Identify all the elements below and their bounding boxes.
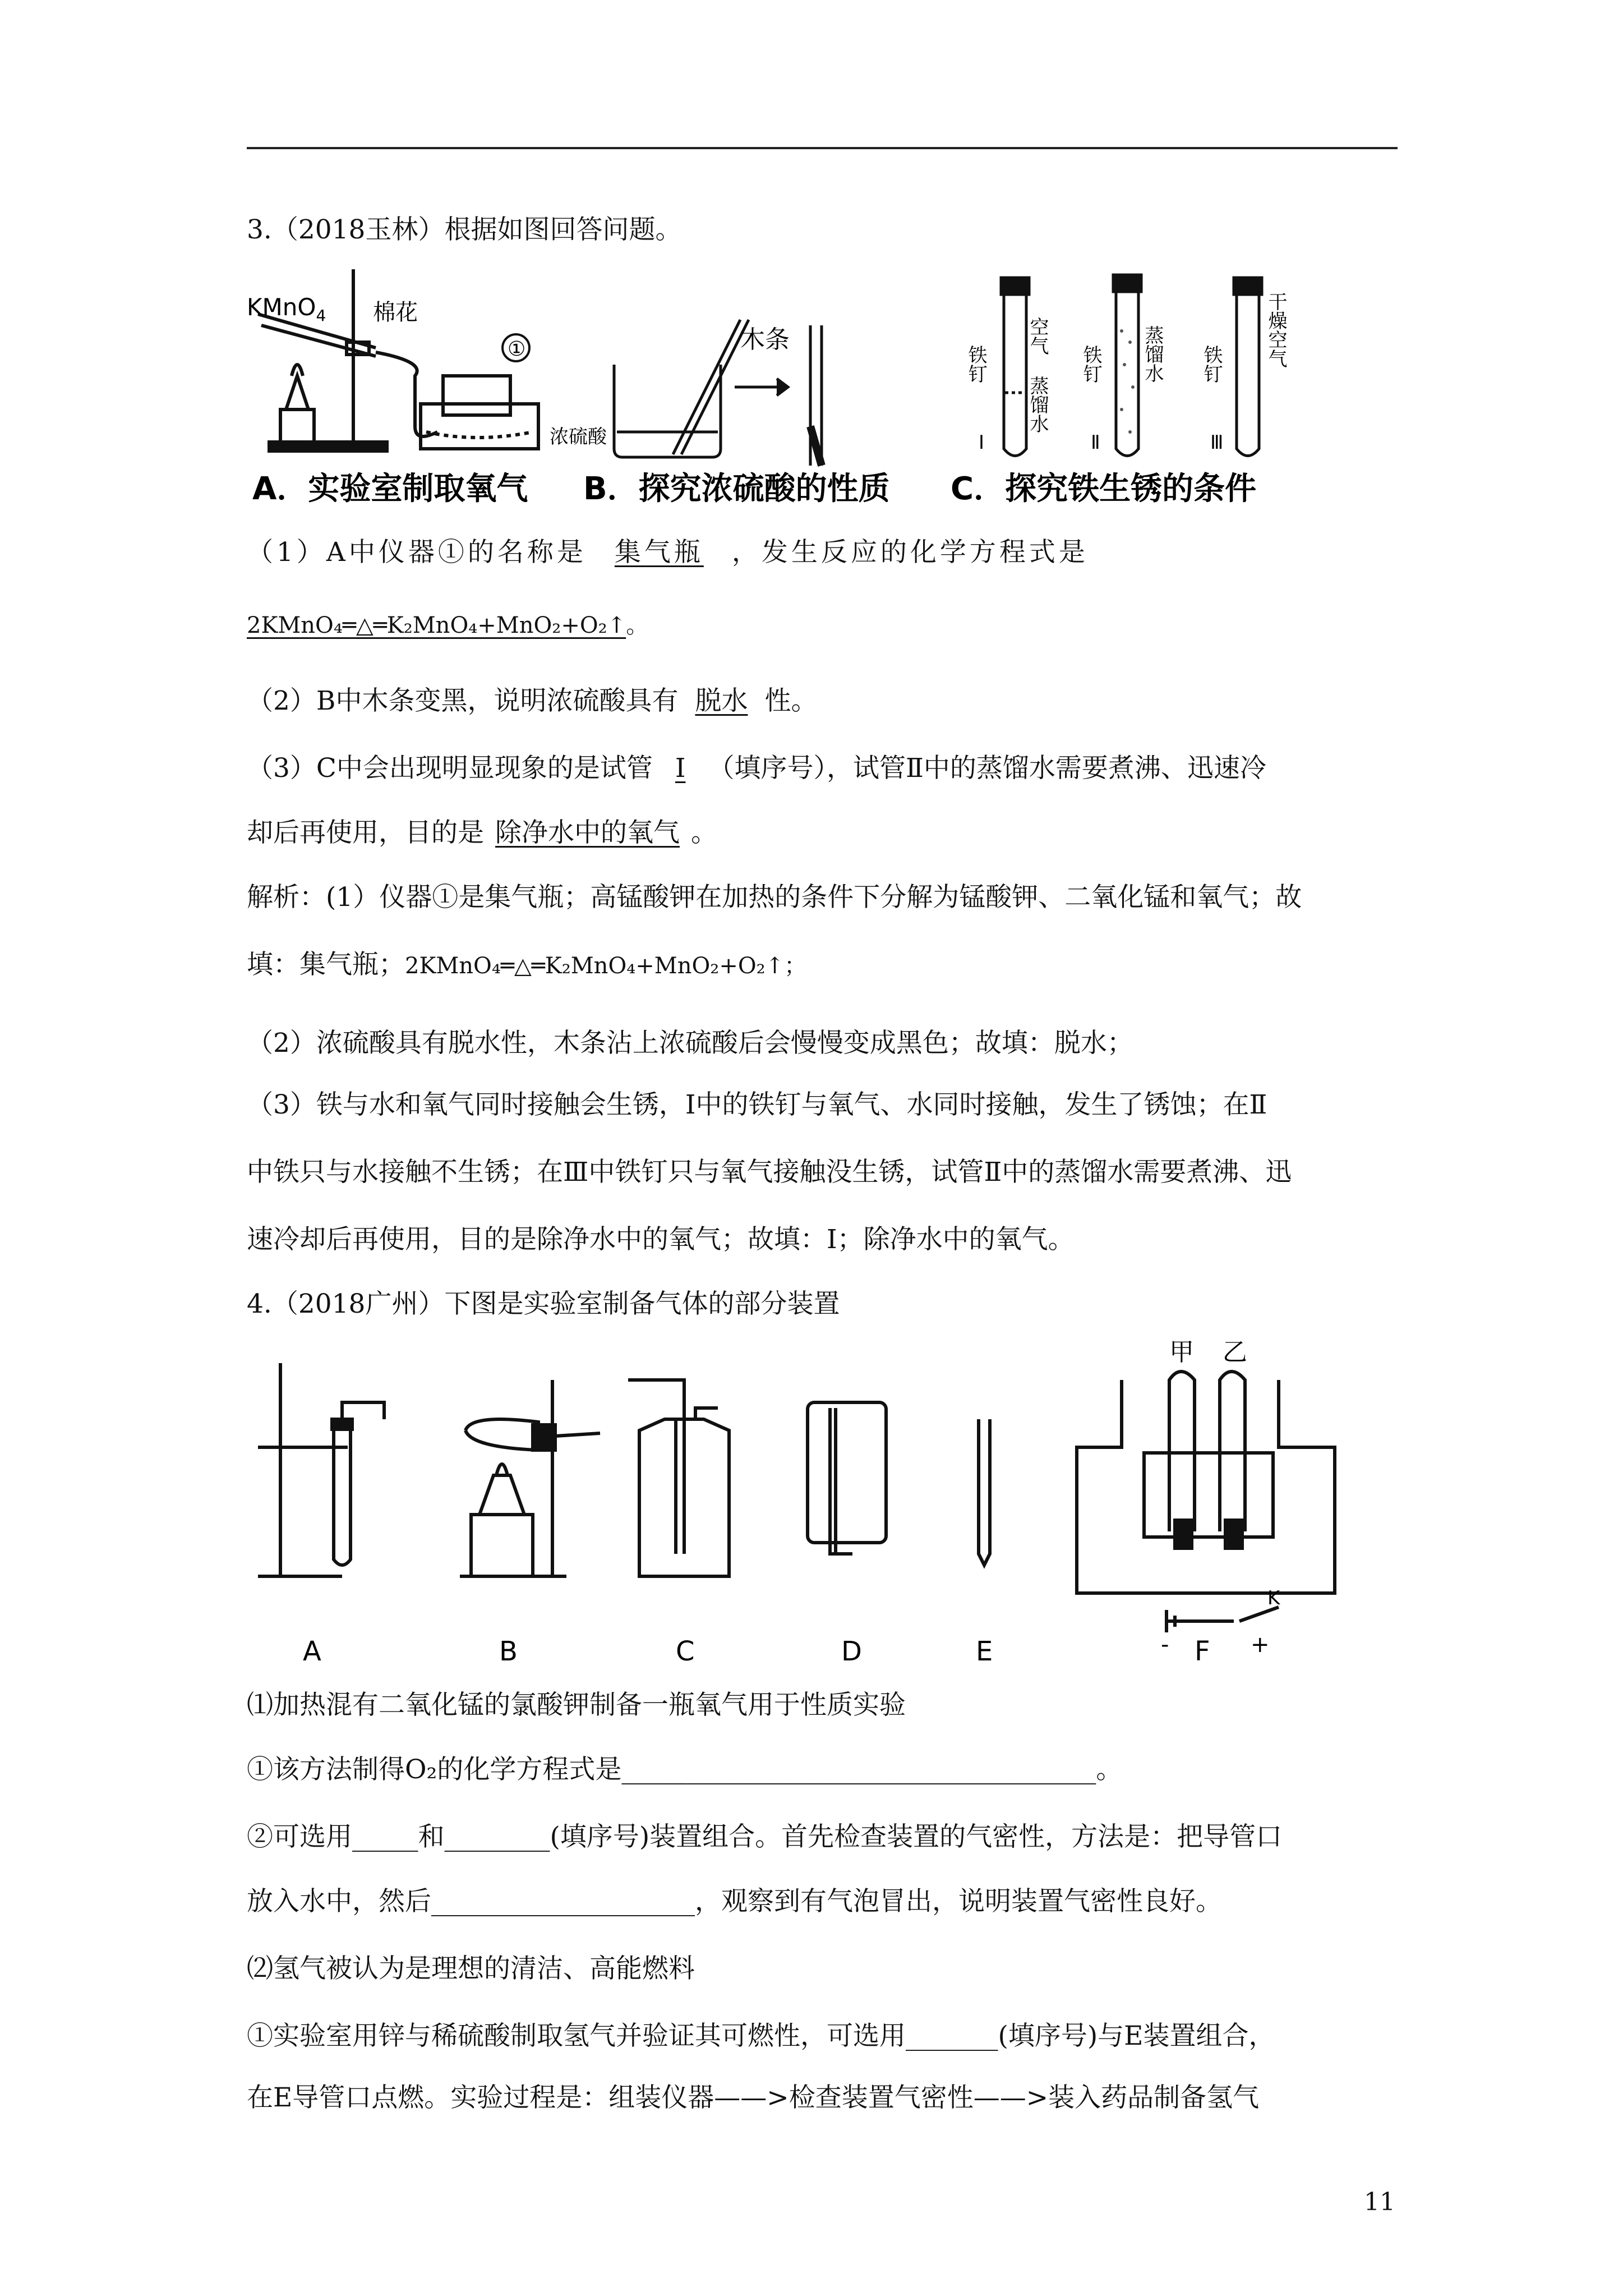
q3-eq1: 2KMnO₄═△═K₂MnO₄+MnO₂+O₂↑。 bbox=[247, 613, 649, 638]
svg-text:蒸馏水: 蒸馏水 bbox=[1141, 325, 1164, 383]
svg-text:Ⅰ: Ⅰ bbox=[979, 431, 985, 454]
apparatus-b-heat bbox=[460, 1380, 600, 1576]
svg-text:+: + bbox=[1251, 1632, 1270, 1658]
answer-instrument: 集气瓶 bbox=[614, 537, 704, 568]
q4-l4: 放入水中，然后____________________，观察到有气泡冒出，说明装置气密性良好。 bbox=[247, 1886, 1222, 1917]
analysis-1b: 填：集气瓶；2KMnO₄═△═K₂MnO₄+MnO₂+O₂↑； bbox=[247, 949, 807, 980]
wood-label: 木条 bbox=[740, 325, 790, 354]
svg-text:E: E bbox=[976, 1636, 993, 1667]
tube-2-water bbox=[1120, 329, 1135, 434]
analysis-3c: 速冷却后再使用，目的是除净水中的氧气；故填：Ⅰ；除净水中的氧气。 bbox=[247, 1224, 1075, 1255]
equation-1: 2KMnO₄═△═K₂MnO₄+MnO₂+O₂↑ bbox=[247, 613, 626, 638]
svg-text:-: - bbox=[1161, 1632, 1169, 1658]
q4-l3: ②可选用_____和________(填序号)装置组合。首先检查装置的气密性，方法是：把导管口 bbox=[247, 1821, 1283, 1852]
q3-p3a: （3）C中会出现明显现象的是试管 Ⅰ （填序号），试管Ⅱ中的蒸馏水需要煮沸、迅速冷 bbox=[247, 753, 1266, 784]
instrument-1-label: ① bbox=[508, 338, 526, 361]
svg-text:蒸馏水: 蒸馏水 bbox=[1026, 376, 1049, 433]
svg-text:D: D bbox=[841, 1636, 862, 1667]
apparatus-e-tube bbox=[979, 1419, 990, 1565]
answer-purpose: 除净水中的氧气 bbox=[495, 817, 680, 848]
svg-text:乙: 乙 bbox=[1223, 1341, 1247, 1366]
svg-text:Ⅲ: Ⅲ bbox=[1210, 431, 1224, 454]
svg-text:F: F bbox=[1195, 1636, 1210, 1667]
svg-text:Ⅱ: Ⅱ bbox=[1091, 431, 1100, 454]
analysis-2: （2）浓硫酸具有脱水性，木条沾上浓硫酸后会慢慢变成黑色；故填：脱水； bbox=[247, 1028, 1133, 1059]
apparatus-a-tube bbox=[258, 1363, 384, 1576]
q3-p2: （2）B中木条变黑，说明浓硫酸具有 脱水 性。 bbox=[247, 685, 818, 716]
analysis-1: 解析：(1）仪器①是集气瓶；高锰酸钾在加热的条件下分解为锰酸钾、二氧化锰和氧气；故 bbox=[247, 882, 1302, 913]
caption-c: C．探究铁生锈的条件 bbox=[951, 471, 1257, 507]
svg-text:铁钉: 铁钉 bbox=[1200, 345, 1223, 383]
q4-l7: 在E导管口点燃。实验过程是：组装仪器——>检查装置气密性——>装入药品制备氢气 bbox=[247, 2082, 1260, 2113]
cotton-label: 棉花 bbox=[373, 300, 418, 325]
q4-l1: ⑴加热混有二氧化锰的氯酸钾制备一瓶氧气用于性质实验 bbox=[247, 1690, 906, 1720]
q4-l6: ①实验室用锌与稀硫酸制取氢气并验证其可燃性，可选用_______(填序号)与E装置组合， bbox=[247, 2021, 1275, 2051]
caption-a: A．实验室制取氧气 bbox=[252, 471, 528, 507]
acid-label: 浓硫酸 bbox=[550, 426, 607, 448]
q4-l5: ⑵氢气被认为是理想的清洁、高能燃料 bbox=[247, 1953, 695, 1984]
svg-text:甲: 甲 bbox=[1169, 1341, 1194, 1366]
svg-text:A: A bbox=[303, 1636, 321, 1667]
caption-b: B．探究浓硫酸的性质 bbox=[583, 471, 890, 507]
svg-text:K: K bbox=[1267, 1587, 1280, 1609]
svg-text:铁钉: 铁钉 bbox=[965, 345, 987, 383]
svg-text:空气: 空气 bbox=[1026, 317, 1049, 355]
svg-text:干燥空气: 干燥空气 bbox=[1265, 292, 1287, 368]
analysis-3a: （3）铁与水和氧气同时接触会生锈，Ⅰ中的铁钉与氧气、水同时接触，发生了锈蚀；在Ⅱ bbox=[247, 1089, 1267, 1120]
svg-text:铁钉: 铁钉 bbox=[1080, 345, 1102, 383]
answer-tube: Ⅰ bbox=[675, 753, 686, 784]
q3-title: 3.（2018玉林）根据如图回答问题。 bbox=[247, 214, 682, 245]
analysis-3b: 中铁只与水接触不生锈；在Ⅲ中铁钉只与氧气接触没生锈，试管Ⅱ中的蒸馏水需要煮沸、迅 bbox=[247, 1157, 1292, 1188]
answer-dehydration: 脱水 bbox=[695, 685, 748, 716]
apparatus-letters bbox=[303, 1636, 1210, 1667]
apparatus-b bbox=[614, 320, 822, 466]
q3-p1: （1）A中仪器①的名称是 集气瓶 ，发生反应的化学方程式是 bbox=[247, 537, 1089, 568]
q4-l2: ①该方法制得O₂的化学方程式是____________________________________。 bbox=[247, 1754, 1123, 1785]
svg-text:B: B bbox=[499, 1636, 518, 1667]
page-number: 11 bbox=[1364, 2188, 1395, 2216]
q4-title: 4.（2018广州）下图是实验室制备气体的部分装置 bbox=[247, 1289, 840, 1319]
q3-figure bbox=[247, 264, 1312, 522]
header-rule bbox=[247, 147, 1398, 149]
apparatus-c-bottle bbox=[628, 1380, 729, 1576]
tube-labels bbox=[965, 292, 1287, 454]
svg-text:C: C bbox=[676, 1636, 695, 1667]
q4-figure bbox=[247, 1341, 1368, 1672]
apparatus-f-electrolysis bbox=[1077, 1372, 1335, 1632]
apparatus-d-bottle bbox=[808, 1402, 886, 1554]
kmno4-label: KMnO$_4$ bbox=[247, 293, 326, 325]
q3-p3b: 却后再使用，目的是 除净水中的氧气 。 bbox=[247, 817, 717, 848]
